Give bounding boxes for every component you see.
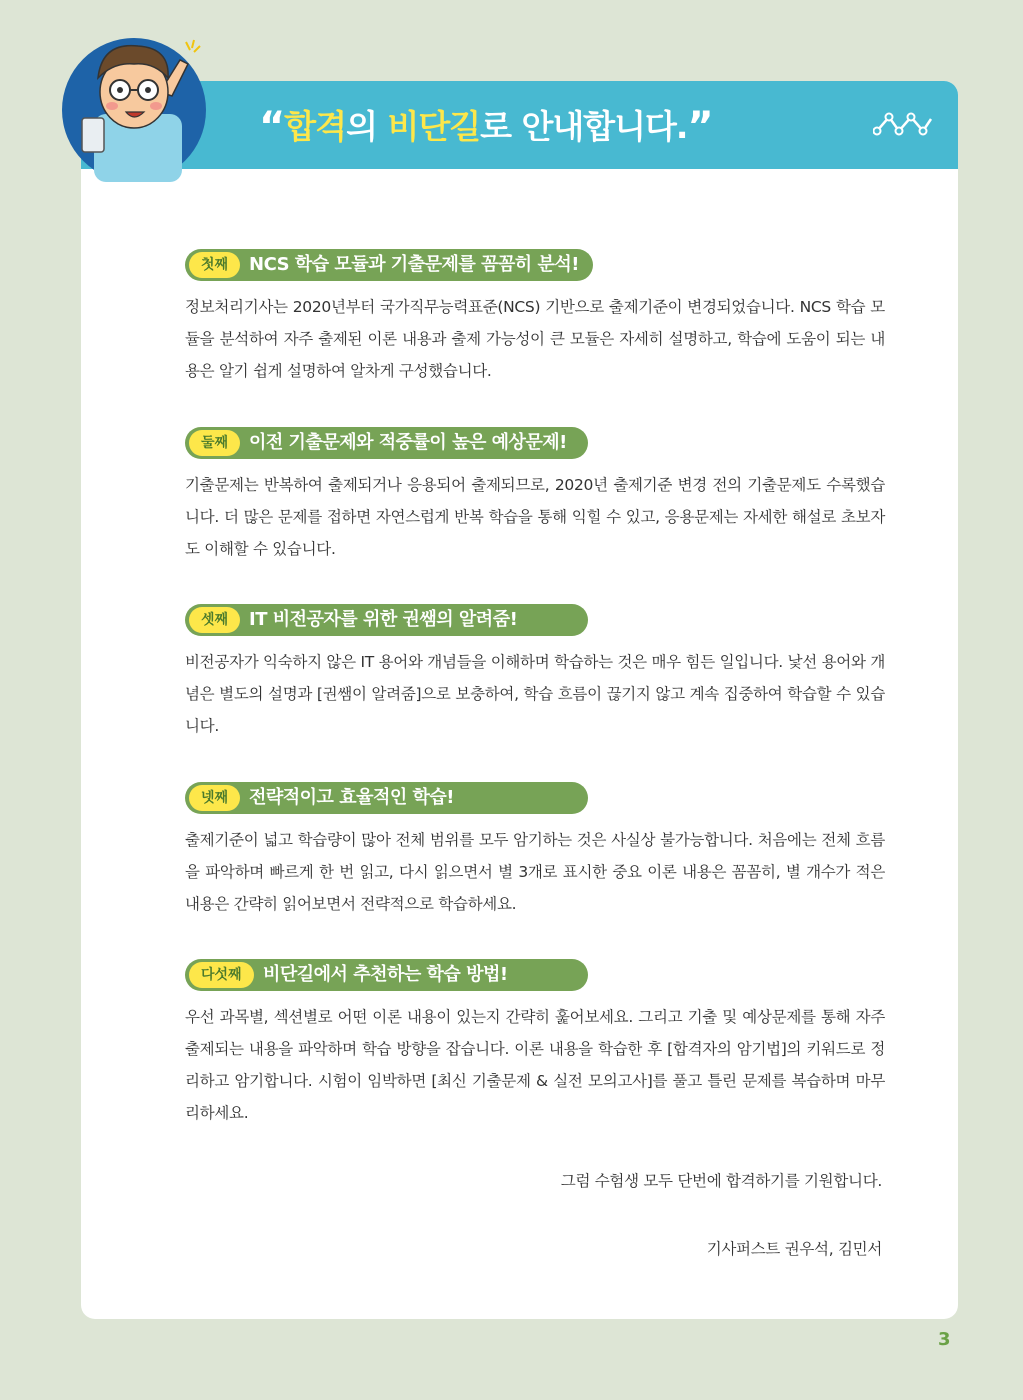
section-body: 정보처리기사는 2020년부터 국가직무능력표준(NCS) 기반으로 출제기준이 변경되었습니다. NCS 학습 모듈을 분석하여 자주 출제된 이론 내용과 출제 가능성이 큰 모듈은 자세히 설명하고, 학습에 도움이 되는 내용은 알기 쉽게 설명하여 알차게 구성했습니다.: [185, 298, 885, 380]
section-1: [185, 249, 885, 387]
ordinal-badge: 둘째: [189, 430, 240, 456]
page-number: 3: [938, 1329, 951, 1350]
ordinal-badge: 넷째: [189, 785, 240, 811]
quote-open-mark: “: [259, 104, 285, 150]
author-signature: 기사퍼스트 권우석, 김민서: [706, 1240, 882, 1258]
section-4: [185, 782, 885, 920]
section-title: IT 비전공자를 위한 권쌤의 알려줌!: [249, 609, 518, 630]
section-5: [185, 959, 885, 1129]
section-heading-bar: [185, 249, 593, 281]
section-title: 전략적이고 효율적인 학습!: [249, 787, 455, 808]
closing-message: 그럼 수험생 모두 단번에 합격하기를 기원합니다.: [560, 1172, 882, 1190]
section-heading-bar: [185, 427, 588, 459]
title-banner: [81, 81, 958, 169]
section-body: 우선 과목별, 섹션별로 어떤 이론 내용이 있는지 간략히 훑어보세요. 그리고 기출 및 예상문제를 통해 자주 출제되는 내용을 파악하며 학습 방향을 잡습니다. 이론 내용을 학습한 후 [합격자의 암기법]의 키워드로 정리하고 암기합니다. 시험이 임박하면 [최신 기출문제 & 실전 모의고사]를 풀고 틀린 문제를 복습하며 마무리하세요.: [185, 1008, 885, 1122]
title-highlight-silk-road: 비단길: [387, 107, 481, 146]
section-title: 비단길에서 추천하는 학습 방법!: [263, 964, 508, 985]
section-body: 비전공자가 익숙하지 않은 IT 용어와 개념들을 이해하며 학습하는 것은 매우 힘든 일입니다. 낯선 용어와 개념은 별도의 설명과 [권쌤이 알려줌]으로 보충하여, 학습 흐름이 끊기지 않고 계속 집중하여 학습할 수 있습니다.: [185, 653, 885, 735]
section-2: [185, 427, 885, 565]
mascot-circle: [62, 22, 212, 182]
section-title: 이전 기출문제와 적중률이 높은 예상문제!: [249, 432, 567, 453]
ordinal-badge: 다섯째: [189, 962, 254, 988]
ordinal-badge: 첫째: [189, 252, 240, 278]
section-body: 기출문제는 반복하여 출제되거나 응용되어 출제되므로, 2020년 출제기준 변경 전의 기출문제도 수록했습니다. 더 많은 문제를 접하면 자연스럽게 반복 학습을 통해 익힐 수 있고, 응용문제는 자세한 해설로 초보자도 이해할 수 있습니다.: [185, 476, 885, 558]
title-part-1: 의: [346, 107, 388, 146]
section-body: 출제기준이 넓고 학습량이 많아 전체 범위를 모두 암기하는 것은 사실상 불가능합니다. 처음에는 전체 흐름을 파악하며 빠르게 한 번 읽고, 다시 읽으면서 별 3개로 표시한 중요 이론 내용은 꼼꼼히, 별 개수가 적은 내용은 간략히 읽어보면서 전략적으로 학습하세요.: [185, 831, 885, 913]
section-3: [185, 604, 885, 742]
page-title: [259, 101, 713, 150]
content-card: [81, 81, 958, 1319]
section-heading-bar: [185, 604, 588, 636]
section-heading-bar: [185, 782, 588, 814]
title-part-2: 로 안내합니다.: [480, 107, 688, 146]
quote-close-mark: ”: [687, 104, 713, 150]
section-title: NCS 학습 모듈과 기출문제를 꼼꼼히 분석!: [249, 254, 579, 275]
title-highlight-pass: 합격: [284, 107, 347, 146]
section-heading-bar: [185, 959, 588, 991]
zigzag-dots-icon: [873, 111, 935, 137]
ordinal-badge: 셋째: [189, 607, 240, 633]
